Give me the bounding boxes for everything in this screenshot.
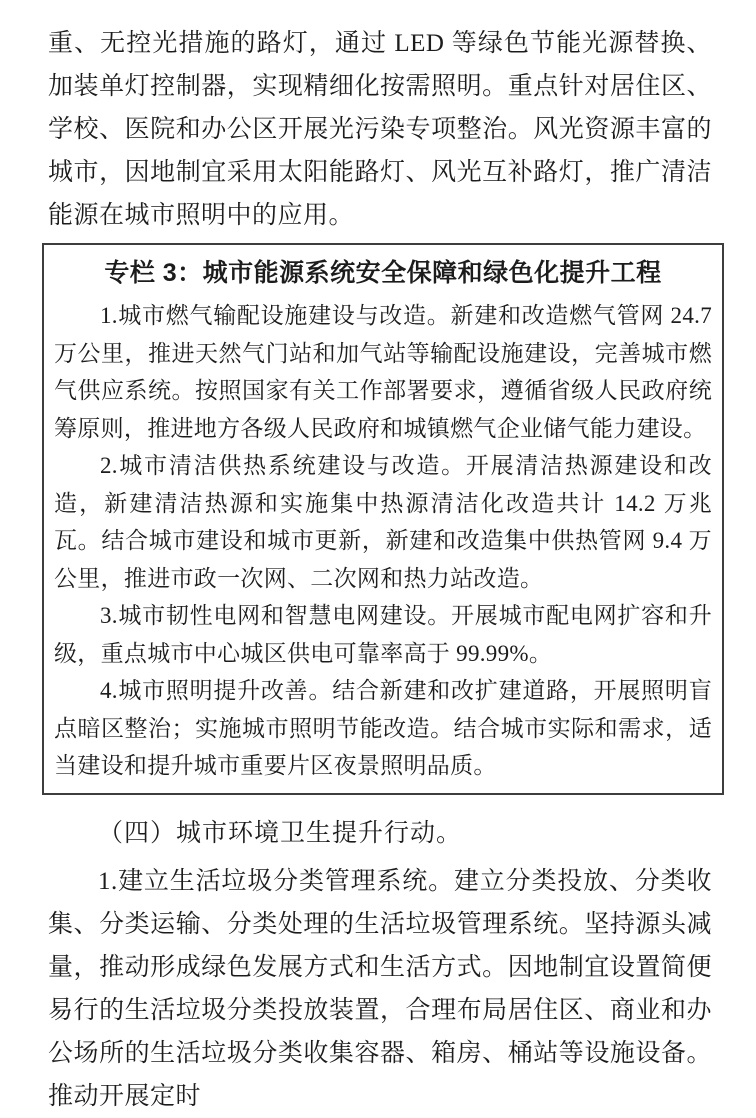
body-paragraph: 1.建立生活垃圾分类管理系统。建立分类投放、分类收集、分类运输、分类处理的生活垃圾管理系统。坚持源头减量，推动形成绿色发展方式和生活方式。因地制宜设置简便易行的生活垃圾分类投放装置，合理布局居住区、商业和办公场所的生活垃圾分类收集容器、箱房、桶站等设施设备。推动开展定时: [48, 867, 712, 1110]
callout-box-item-4: 4.城市照明提升改善。结合新建和改扩建道路，开展照明盲点暗区整治；实施城市照明节能改造。结合城市实际和需求，适当建设和提升城市重要片区夜景照明品质。: [54, 678, 712, 778]
intro-paragraph: 重、无控光措施的路灯，通过 LED 等绿色节能光源替换、加装单灯控制器，实现精细化按需照明。重点针对居住区、学校、医院和办公区开展光污染专项整治。风光资源丰富的城市，因地制宜采用太阳能路灯、风光互补路灯，推广清洁能源在城市照明中的应用。: [48, 30, 712, 229]
callout-box-item-3: 3.城市韧性电网和智慧电网建设。开展城市配电网扩容和升级，重点城市中心城区供电可靠率高于 99.99%。: [54, 603, 712, 666]
callout-box-item-2: 2.城市清洁供热系统建设与改造。开展清洁热源建设和改造，新建清洁热源和实施集中热源清洁化改造共计 14.2 万兆瓦。结合城市建设和城市更新，新建和改造集中供热管网 9.4 万公里，推进市政一次网、二次网和热力站改造。: [54, 453, 712, 591]
section-heading: （四）城市环境卫生提升行动。: [98, 819, 463, 847]
callout-box-item-1: 1.城市燃气输配设施建设与改造。新建和改造燃气管网 24.7 万公里，推进天然气门站和加气站等输配设施建设，完善城市燃气供应系统。按照国家有关工作部署要求，遵循省级人民政府统筹原则，推进地方各级人民政府和城镇燃气企业储气能力建设。: [54, 303, 712, 441]
callout-box-title: 专栏 3：城市能源系统安全保障和绿色化提升工程: [104, 259, 662, 287]
callout-box: [42, 243, 724, 795]
